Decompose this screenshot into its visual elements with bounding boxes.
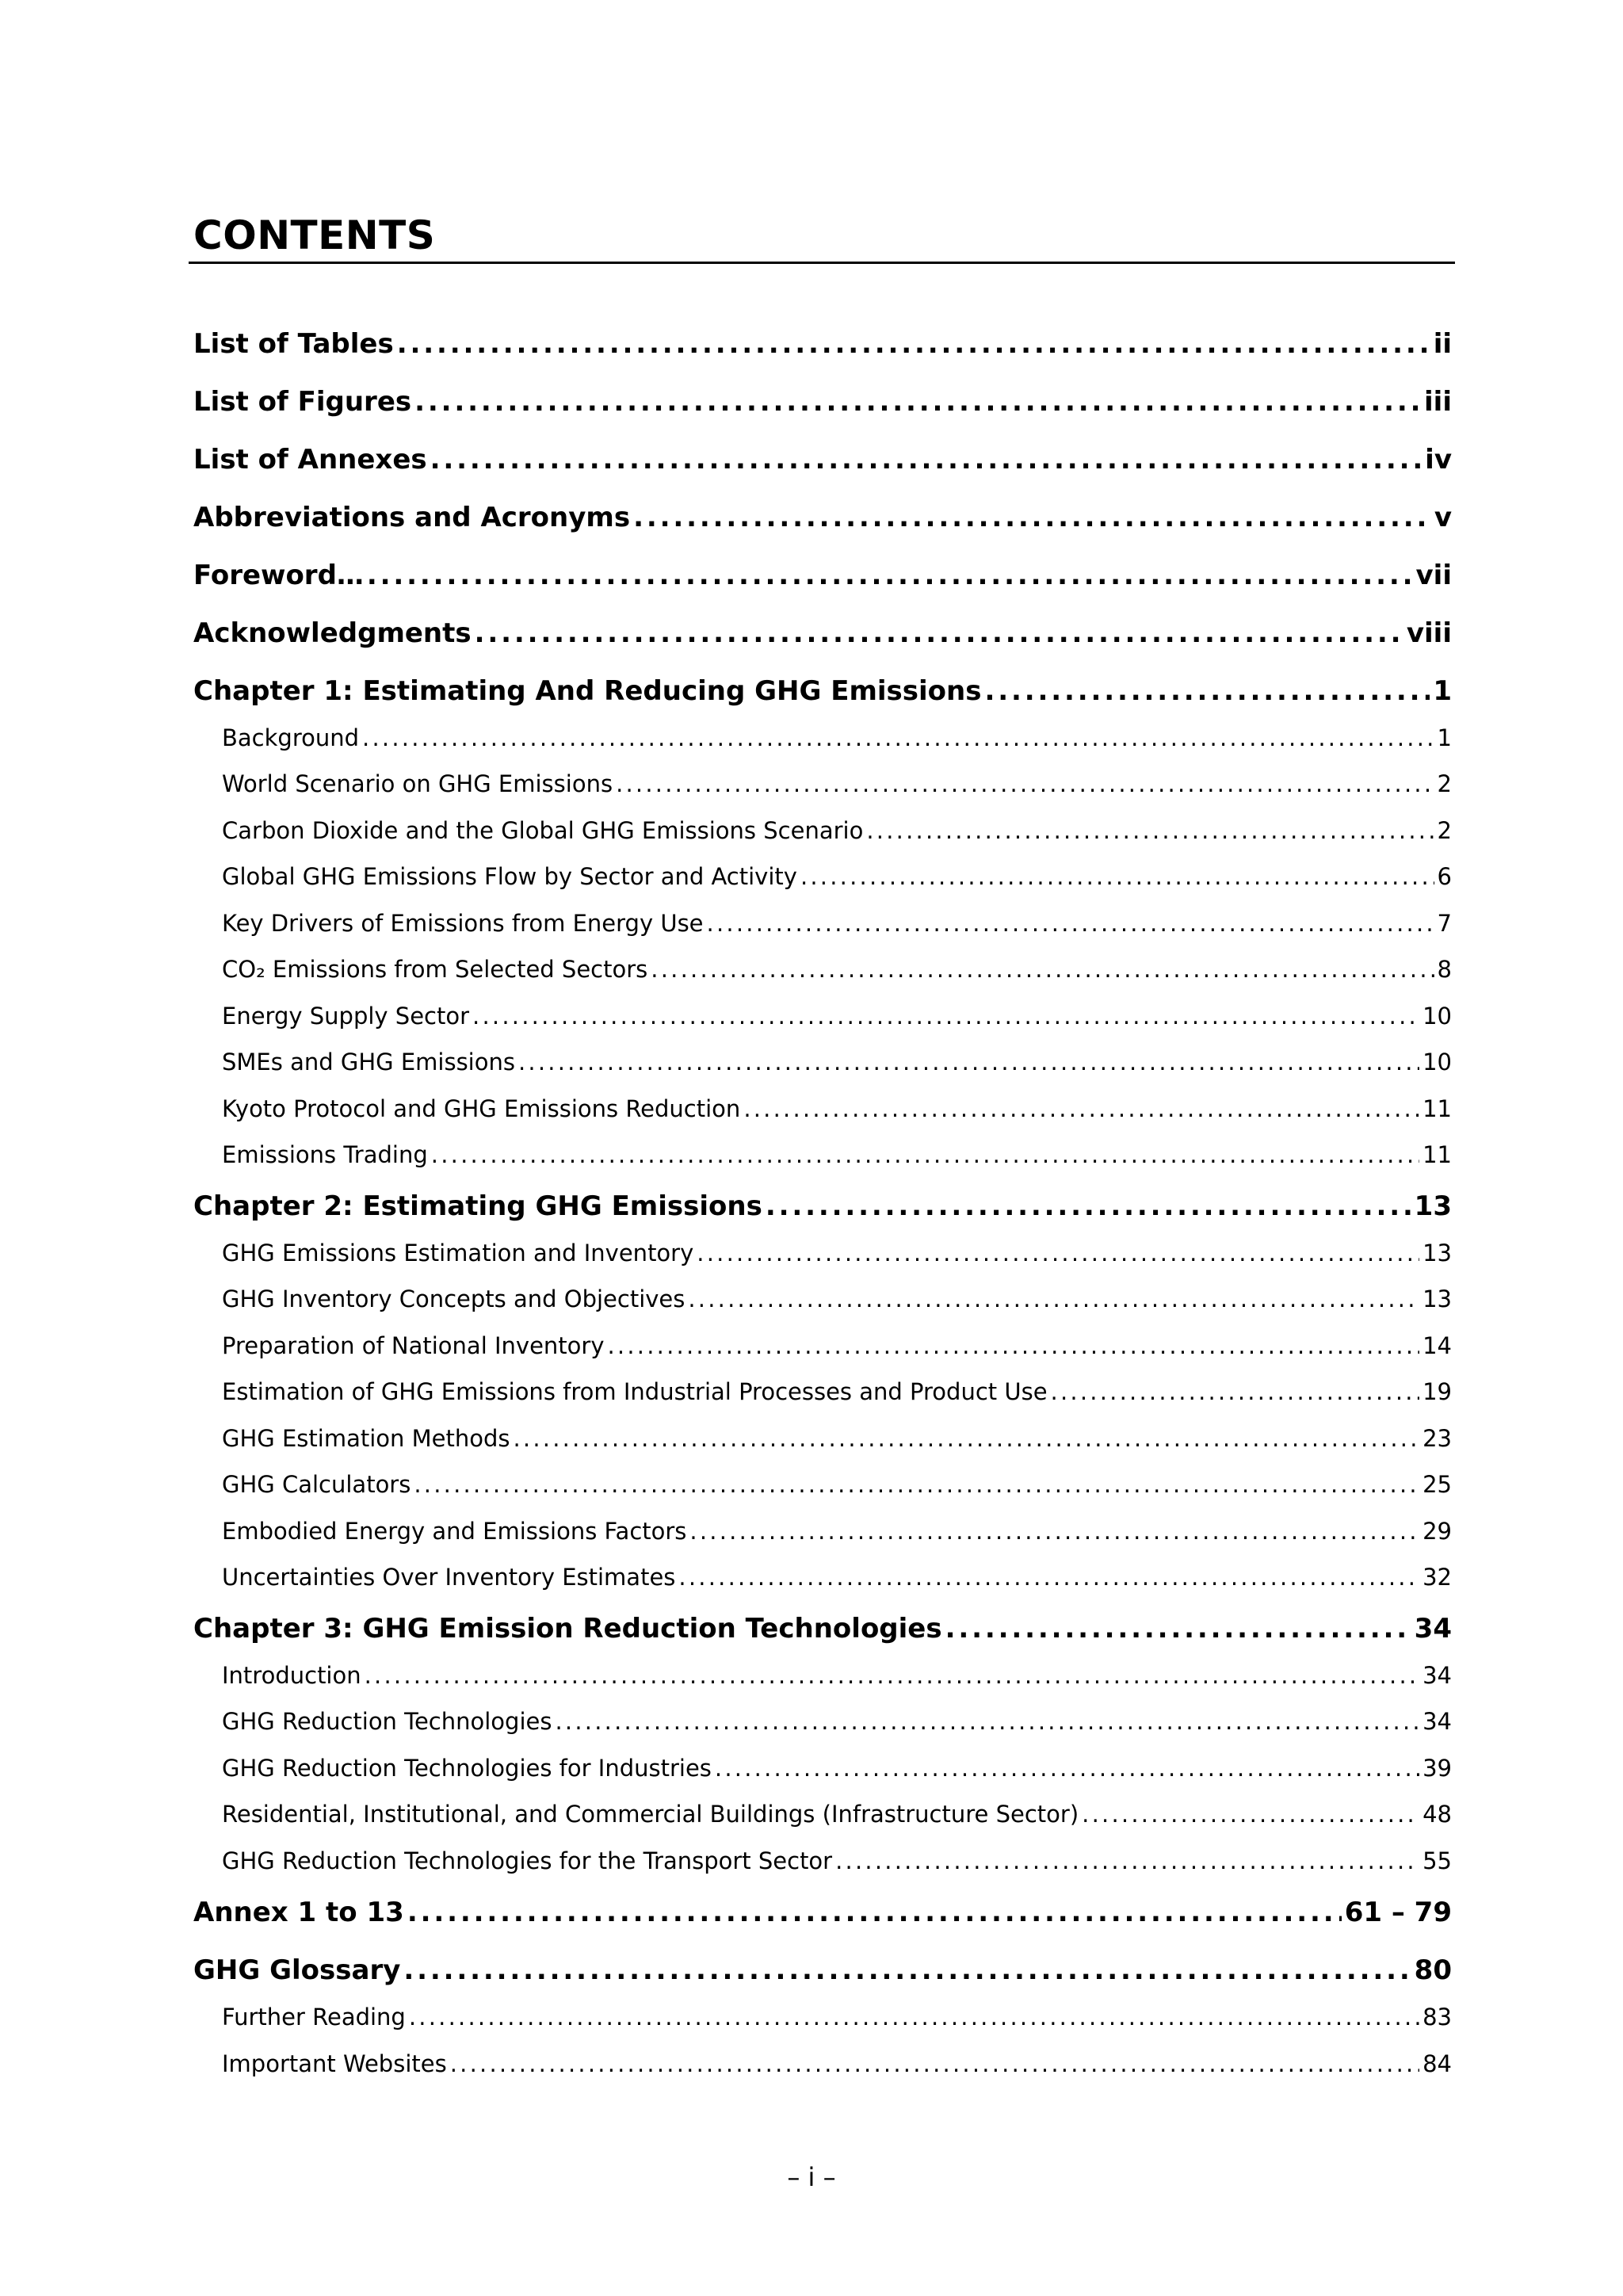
dot-leader xyxy=(475,617,1403,649)
toc-page-number: 25 xyxy=(1423,1471,1452,1498)
toc-page-number: 13 xyxy=(1423,1286,1452,1312)
toc-entry-sub[interactable] xyxy=(222,817,1452,849)
toc-entry-sub[interactable] xyxy=(222,2004,1452,2035)
toc-entry-label: Residential, Institutional, and Commercial Buildings (Infrastructure Sector) xyxy=(222,1801,1079,1828)
toc-entry-sub[interactable] xyxy=(222,2050,1452,2082)
toc-page-number: 2 xyxy=(1437,817,1452,844)
toc-entry-label: Chapter 3: GHG Emission Reduction Technologies xyxy=(193,1613,942,1645)
dot-leader xyxy=(450,2050,1419,2077)
dot-leader xyxy=(1051,1378,1420,1405)
dot-leader xyxy=(715,1755,1419,1782)
dot-leader xyxy=(866,817,1434,844)
dot-leader xyxy=(697,1240,1419,1266)
dot-leader xyxy=(707,910,1434,937)
toc-entry-label: Further Reading xyxy=(222,2004,406,2030)
toc-page-number: 1 xyxy=(1437,724,1452,751)
toc-entry-sub[interactable] xyxy=(222,1471,1452,1503)
toc-page-number: 14 xyxy=(1423,1332,1452,1359)
toc-page-number: vii xyxy=(1415,560,1452,591)
toc-page-number: 80 xyxy=(1414,1954,1452,1986)
toc-entry-label: Acknowledgments xyxy=(193,617,472,649)
dot-leader xyxy=(688,1286,1419,1312)
toc-entry-main[interactable] xyxy=(193,560,1452,596)
toc-entry-label: Embodied Energy and Emissions Factors xyxy=(222,1518,687,1545)
toc-page-number: 13 xyxy=(1414,1190,1452,1222)
toc-page-number: 34 xyxy=(1414,1613,1452,1645)
toc-page-number: ii xyxy=(1433,328,1452,360)
toc-page-number: 32 xyxy=(1423,1564,1452,1591)
dot-leader xyxy=(689,1518,1419,1545)
toc-entry-label: Preparation of National Inventory xyxy=(222,1332,605,1359)
dot-leader xyxy=(409,2004,1419,2030)
toc-entry-label: Carbon Dioxide and the Global GHG Emissions Scenario xyxy=(222,817,864,844)
toc-entry-sub[interactable] xyxy=(222,910,1452,942)
dot-leader xyxy=(616,770,1434,797)
toc-entry-main[interactable] xyxy=(193,1613,1452,1649)
toc-page-number: 11 xyxy=(1423,1095,1452,1122)
toc-entry-label: GHG Emissions Estimation and Inventory xyxy=(222,1240,694,1266)
toc-entry-label: Kyoto Protocol and GHG Emissions Reduction xyxy=(222,1095,741,1122)
toc-page-number: iii xyxy=(1424,386,1452,418)
dot-leader xyxy=(403,1954,1411,1986)
toc-entry-label: Global GHG Emissions Flow by Sector and Activity xyxy=(222,863,797,890)
dot-leader xyxy=(518,1049,1419,1075)
toc-page-number: 55 xyxy=(1423,1847,1452,1874)
toc-page-number: 7 xyxy=(1437,910,1452,937)
dot-leader xyxy=(984,675,1430,707)
dot-leader xyxy=(800,863,1434,890)
dot-leader xyxy=(472,1003,1419,1030)
toc-entry-label: Emissions Trading xyxy=(222,1141,428,1168)
toc-page-number: 8 xyxy=(1437,956,1452,983)
toc-entry-label: GHG Reduction Technologies xyxy=(222,1708,552,1735)
dot-leader xyxy=(397,328,1430,360)
toc-entry-main[interactable] xyxy=(193,386,1452,422)
toc-entry-label: Key Drivers of Emissions from Energy Use xyxy=(222,910,704,937)
toc-page-number: 11 xyxy=(1423,1141,1452,1168)
toc-entry-label: Background xyxy=(222,724,360,751)
dot-leader xyxy=(1082,1801,1419,1828)
toc-page-number: 34 xyxy=(1423,1708,1452,1735)
dot-leader xyxy=(430,444,1423,476)
toc-page-number: 13 xyxy=(1423,1240,1452,1266)
toc-entry-main[interactable] xyxy=(193,1897,1452,1933)
toc-entry-label: Annex 1 to 13 xyxy=(193,1897,404,1928)
toc-entry-sub[interactable] xyxy=(222,1564,1452,1595)
toc-entry-label: Uncertainties Over Inventory Estimates xyxy=(222,1564,676,1591)
dot-leader xyxy=(945,1613,1411,1645)
toc-page-number: 6 xyxy=(1437,863,1452,890)
toc-entry-sub[interactable] xyxy=(222,1662,1452,1694)
page-title: CONTENTS xyxy=(193,212,436,258)
dot-leader xyxy=(743,1095,1419,1122)
dot-leader xyxy=(608,1332,1420,1359)
toc-entry-sub[interactable] xyxy=(222,1240,1452,1271)
toc-entry-sub[interactable] xyxy=(222,1425,1452,1457)
toc-page-number: 10 xyxy=(1423,1003,1452,1030)
toc-entry-sub[interactable] xyxy=(222,1847,1452,1879)
toc-page-number: 29 xyxy=(1423,1518,1452,1545)
toc-entry-main[interactable] xyxy=(193,675,1452,712)
toc-entry-label: GHG Glossary xyxy=(193,1954,401,1986)
toc-entry-label: GHG Calculators xyxy=(222,1471,411,1498)
dot-leader xyxy=(414,1471,1419,1498)
toc-entry-sub[interactable] xyxy=(222,770,1452,802)
toc-entry-main[interactable] xyxy=(193,444,1452,480)
toc-entry-sub[interactable] xyxy=(222,1141,1452,1173)
toc-entry-main[interactable] xyxy=(193,617,1452,654)
toc-entry-label: Energy Supply Sector xyxy=(222,1003,470,1030)
toc-page-number: 83 xyxy=(1423,2004,1452,2030)
toc-entry-label: GHG Estimation Methods xyxy=(222,1425,510,1452)
toc-entry-sub[interactable] xyxy=(222,1286,1452,1317)
dot-leader xyxy=(555,1708,1419,1735)
toc-entry-label: SMEs and GHG Emissions xyxy=(222,1049,515,1075)
toc-entry-sub[interactable] xyxy=(222,1801,1452,1832)
toc-entry-sub[interactable] xyxy=(222,1708,1452,1740)
toc-entry-label: GHG Reduction Technologies for the Transport Sector xyxy=(222,1847,833,1874)
dot-leader xyxy=(365,1662,1419,1689)
dot-leader xyxy=(362,724,1434,751)
toc-entry-label: Estimation of GHG Emissions from Industrial Processes and Product Use xyxy=(222,1378,1048,1405)
dot-leader xyxy=(766,1190,1411,1222)
toc-entry-label: Chapter 2: Estimating GHG Emissions xyxy=(193,1190,762,1222)
toc-entry-label: List of Tables xyxy=(193,328,394,360)
dot-leader xyxy=(633,502,1431,533)
toc-page-number: 19 xyxy=(1423,1378,1452,1405)
toc-entry-sub[interactable] xyxy=(222,1332,1452,1364)
dot-leader xyxy=(651,956,1434,983)
toc-page-number: iv xyxy=(1425,444,1452,476)
dot-leader xyxy=(414,386,1421,418)
dot-leader xyxy=(407,1897,1342,1928)
toc-page-number: v xyxy=(1434,502,1452,533)
toc-entry-label: Introduction xyxy=(222,1662,361,1689)
toc-entry-sub[interactable] xyxy=(222,956,1452,988)
toc-page-number: 10 xyxy=(1423,1049,1452,1075)
dot-leader xyxy=(514,1425,1420,1452)
toc-entry-main[interactable] xyxy=(193,502,1452,538)
toc-page-number: 48 xyxy=(1423,1801,1452,1828)
toc-entry-sub[interactable] xyxy=(222,1378,1452,1410)
toc-entry-sub[interactable] xyxy=(222,1755,1452,1786)
toc-entry-label: Foreword… xyxy=(193,560,364,591)
toc-page-number: 2 xyxy=(1437,770,1452,797)
toc-entry-label: List of Annexes xyxy=(193,444,427,476)
toc-entry-sub[interactable] xyxy=(222,1003,1452,1034)
toc-entry-sub[interactable] xyxy=(222,863,1452,895)
toc-page-number: 23 xyxy=(1423,1425,1452,1452)
toc-entry-main[interactable] xyxy=(193,1190,1452,1227)
toc-entry-sub[interactable] xyxy=(222,1518,1452,1549)
toc-page-number: viii xyxy=(1406,617,1452,649)
toc-entry-main[interactable] xyxy=(193,328,1452,365)
toc-page-number: 1 xyxy=(1433,675,1452,707)
toc-page-number: 34 xyxy=(1423,1662,1452,1689)
toc-entry-label: Chapter 1: Estimating And Reducing GHG Emissions xyxy=(193,675,982,707)
toc-entry-label: Abbreviations and Acronyms xyxy=(193,502,631,533)
toc-page-number: 61 – 79 xyxy=(1344,1897,1452,1928)
dot-leader xyxy=(835,1847,1419,1874)
toc-entry-main[interactable] xyxy=(193,1954,1452,1991)
toc-entry-label: GHG Inventory Concepts and Objectives xyxy=(222,1286,685,1312)
toc-entry-sub[interactable] xyxy=(222,1049,1452,1080)
toc-entry-sub[interactable] xyxy=(222,724,1452,756)
toc-entry-label: CO₂ Emissions from Selected Sectors xyxy=(222,956,648,983)
page-number-footer: – i – xyxy=(787,2162,836,2192)
toc-entry-label: List of Figures xyxy=(193,386,412,418)
dot-leader xyxy=(431,1141,1419,1168)
toc-entry-label: Important Websites xyxy=(222,2050,447,2077)
dot-leader xyxy=(367,560,1413,591)
dot-leader xyxy=(678,1564,1419,1591)
toc-page-number: 84 xyxy=(1423,2050,1452,2077)
toc-entry-sub[interactable] xyxy=(222,1095,1452,1127)
toc-page-number: 39 xyxy=(1423,1755,1452,1782)
toc-entry-label: GHG Reduction Technologies for Industries xyxy=(222,1755,712,1782)
toc-entry-label: World Scenario on GHG Emissions xyxy=(222,770,613,797)
